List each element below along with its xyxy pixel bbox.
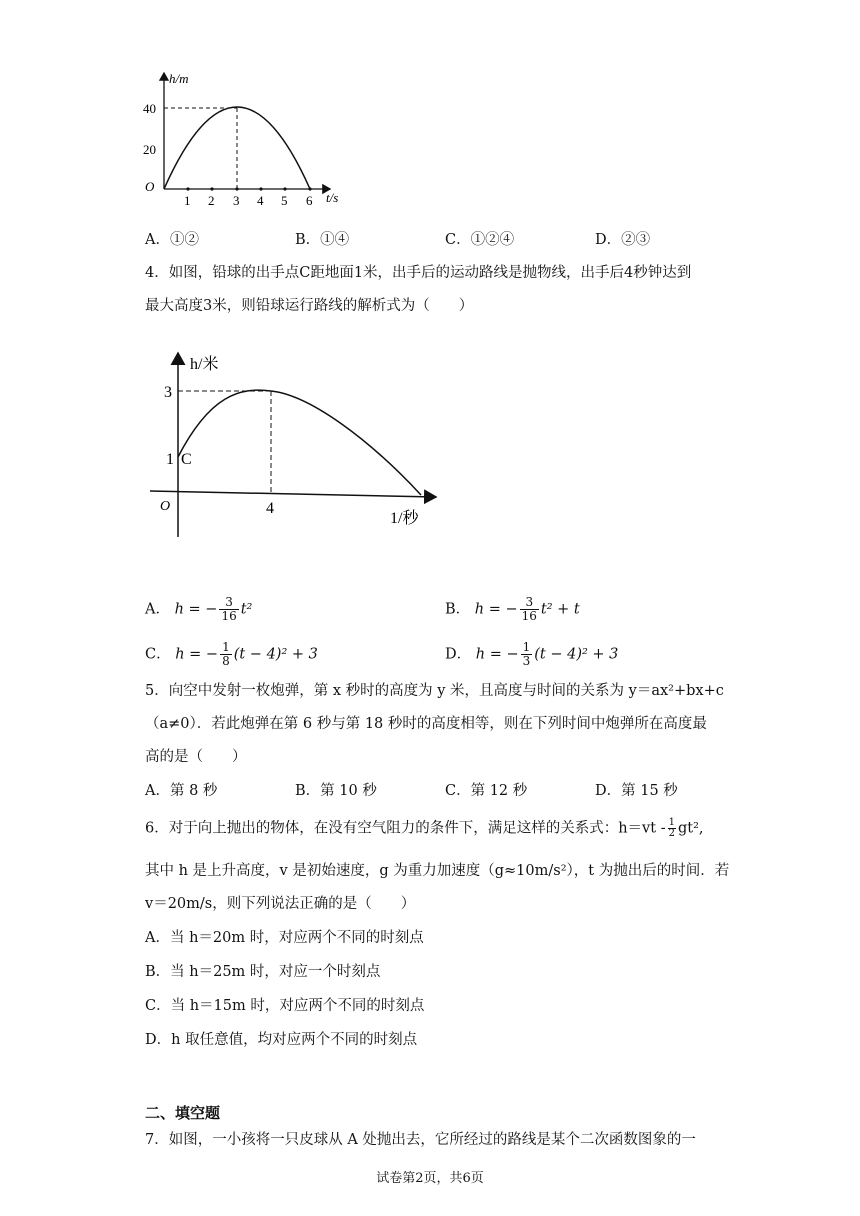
- q5-stem-line3: 高的是（ ）: [145, 749, 247, 765]
- q6-option-b: B．当 h＝25m 时，对应一个时刻点: [145, 964, 381, 980]
- q4-option-d: D． h = − $\frac{1}{3}$ (t − 4)² + 3: [445, 640, 619, 668]
- y-tick-1: 1: [166, 451, 174, 468]
- x-tick-6: 6: [306, 193, 313, 208]
- q4-option-c: C． h = − $\frac{1}{8}$ (t − 4)² + 3: [145, 640, 318, 668]
- q6-option-d: D．h 取任意值，均对应两个不同的时刻点: [145, 1032, 418, 1048]
- q6-stem-line3: v＝20m/s，则下列说法正确的是（ ）: [145, 896, 416, 912]
- q3-option-c: C．①②④: [445, 232, 515, 248]
- q6-stem-line1: 6．对于向上抛出的物体，在没有空气阻力的条件下，满足这样的关系式：h＝vt - $\frac{1}{2}$ gt²,: [145, 817, 704, 839]
- origin-label: O: [160, 499, 171, 514]
- x-tick-4: 4: [257, 193, 264, 208]
- q5-option-c: C．第 12 秒: [445, 783, 528, 799]
- origin-label: O: [145, 179, 155, 194]
- x-axis-label: 1/秒: [390, 510, 419, 527]
- q4-option-b: B． h = − $\frac{3}{16}$ t² + t: [445, 595, 580, 623]
- page-footer: 试卷第2页，共6页: [376, 1171, 484, 1186]
- q4-stem-line2: 最大高度3米，则铅球运行路线的解析式为（ ）: [145, 298, 474, 314]
- q4-option-a: A． h = − $\frac{3}{16}$ t²: [145, 595, 253, 623]
- x-tick-1: 1: [184, 193, 191, 208]
- point-c-label: C: [181, 451, 192, 468]
- q6-option-c: C．当 h＝15m 时，对应两个不同的时刻点: [145, 998, 425, 1014]
- graph-1: [140, 65, 360, 215]
- q4-stem-line1: 4．如图，铅球的出手点C距地面1米，出手后的运动路线是抛物线，出手后4秒钟达到: [145, 265, 692, 281]
- q3-option-d: D．②③: [595, 232, 651, 248]
- q3-option-a: A．①②: [145, 232, 199, 248]
- x-axis: [150, 491, 436, 497]
- y-axis-label: h/米: [190, 356, 219, 373]
- x-tick-4: 4: [266, 500, 274, 517]
- graph-2: [140, 345, 460, 545]
- q5-option-d: D．第 15 秒: [595, 783, 678, 799]
- x-tick-3: 3: [233, 193, 240, 208]
- x-axis-label: t/s: [326, 190, 339, 205]
- q6-option-a: A．当 h＝20m 时，对应两个不同的时刻点: [145, 930, 424, 946]
- parabola-curve: [164, 107, 310, 189]
- q5-stem-line2: （a≠0）．若此炮弹在第 6 秒与第 18 秒时的高度相等，则在下列时间中炮弹所在高度最: [145, 716, 707, 732]
- y-tick-40: 40: [143, 101, 156, 116]
- q5-stem-line1: 5．向空中发射一枚炮弹，第 x 秒时的高度为 y 米，且高度与时间的关系为 y＝ax²+bx+c: [145, 683, 724, 699]
- x-tick-5: 5: [281, 193, 288, 208]
- x-tick-2: 2: [208, 193, 215, 208]
- section-heading-fill-in: 二、填空题: [145, 1104, 221, 1122]
- q5-option-a: A．第 8 秒: [145, 783, 218, 799]
- y-tick-3: 3: [164, 384, 172, 401]
- q5-option-b: B．第 10 秒: [295, 783, 377, 799]
- q6-stem-line2: 其中 h 是上升高度，v 是初始速度，g 为重力加速度（g≈10m/s²），t 为抛出后的时间．若: [145, 863, 730, 879]
- trajectory-curve: [178, 390, 421, 495]
- y-tick-20: 20: [143, 142, 156, 157]
- y-axis-label: h/m: [169, 71, 189, 86]
- q7-stem-line1: 7．如图，一小孩将一只皮球从 A 处抛出去，它所经过的路线是某个二次函数图象的一: [145, 1132, 696, 1148]
- q3-option-b: B．①④: [295, 232, 350, 248]
